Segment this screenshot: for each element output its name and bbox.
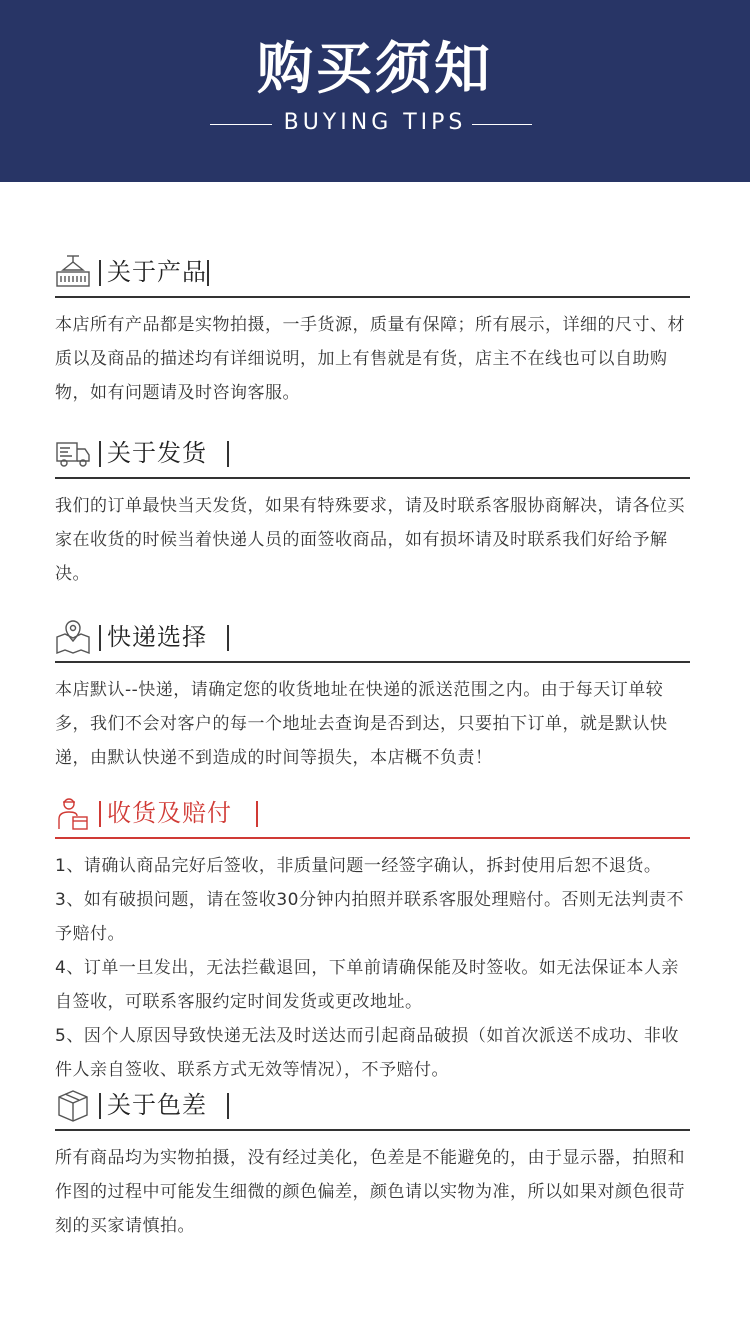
section-body bbox=[55, 308, 690, 410]
title-bar-right bbox=[207, 260, 209, 286]
paragraph: 所有商品均为实物拍摄，没有经过美化，色差是不能避免的，由于显示器，拍照和作图的过程中可能发生细微的颜色偏差，颜色请以实物为准，所以如果对颜色很苛刻的买家请慎拍。 bbox=[55, 1148, 685, 1236]
section-divider bbox=[55, 661, 690, 663]
header-banner bbox=[0, 0, 750, 182]
section-title: 收货及赔付 bbox=[107, 799, 232, 827]
section-body bbox=[55, 673, 690, 775]
paragraph: 本店所有产品都是实物拍摄，一手货源，质量有保障；所有展示，详细的尺寸、材质以及商品的描述均有详细说明，加上有售就是有货，店主不在线也可以自助购物，如有问题请及时咨询客服。 bbox=[55, 315, 685, 403]
title-bar-right bbox=[227, 625, 229, 651]
section-body bbox=[55, 849, 690, 1087]
title-bar-right bbox=[227, 1093, 229, 1119]
section-divider bbox=[55, 296, 690, 298]
page-title: 购买须知 bbox=[257, 37, 493, 102]
section-header bbox=[55, 1085, 690, 1127]
section-courier-choice bbox=[55, 617, 690, 768]
section-about-product bbox=[55, 252, 690, 403]
section-header bbox=[55, 617, 690, 659]
subtitle-right-line bbox=[472, 124, 532, 125]
section-about-shipping bbox=[55, 433, 690, 584]
title-bar-left bbox=[99, 260, 101, 286]
title-bar-left bbox=[99, 1093, 101, 1119]
section-title: 关于产品 bbox=[107, 258, 207, 286]
crane-cargo-icon bbox=[55, 254, 91, 290]
section-header bbox=[55, 252, 690, 294]
section-divider bbox=[55, 837, 690, 839]
title-bar-left bbox=[99, 441, 101, 467]
section-color-difference bbox=[55, 1085, 690, 1236]
section-body bbox=[55, 489, 690, 591]
section-header bbox=[55, 793, 690, 835]
section-divider bbox=[55, 1129, 690, 1131]
title-bar-left bbox=[99, 801, 101, 827]
map-location-icon bbox=[55, 619, 91, 655]
paragraph: 我们的订单最快当天发货，如果有特殊要求，请及时联系客服协商解决，请各位买家在收货的时候当着快递人员的面签收商品，如有损坏请及时联系我们好给予解决。 bbox=[55, 496, 685, 584]
section-header bbox=[55, 433, 690, 475]
list-item: 5、因个人原因导致快递无法及时送达而引起商品破损（如首次派送不成功、非收件人亲自签收、联系方式无效等情况），不予赔付。 bbox=[55, 1026, 679, 1080]
list-item: 4、订单一旦发出，无法拦截退回，下单前请确保能及时签收。如无法保证本人亲自签收，可联系客服约定时间发货或更改地址。 bbox=[55, 958, 679, 1012]
section-divider bbox=[55, 477, 690, 479]
section-title: 快递选择 bbox=[107, 623, 207, 651]
delivery-truck-icon bbox=[55, 435, 91, 471]
courier-person-icon bbox=[55, 795, 91, 831]
section-receipt-compensation bbox=[55, 793, 690, 1080]
paragraph: 本店默认--快递，请确定您的收货地址在快递的派送范围之内。由于每天订单较多，我们不会对客户的每一个地址去查询是否到达，只要拍下订单，就是默认快递，由默认快递不到造成的时间等损失，本店概不负责！ bbox=[55, 680, 668, 768]
section-title: 关于发货 bbox=[107, 439, 207, 467]
list-item: 3、如有破损问题，请在签收30分钟内拍照并联系客服处理赔付。否则无法判责不予赔付。 bbox=[55, 890, 684, 944]
title-bar-left bbox=[99, 625, 101, 651]
package-box-icon bbox=[55, 1087, 91, 1123]
section-title: 关于色差 bbox=[107, 1091, 207, 1119]
section-body bbox=[55, 1141, 690, 1243]
title-bar-right bbox=[256, 801, 258, 827]
title-bar-right bbox=[227, 441, 229, 467]
list-item: 1、请确认商品完好后签收，非质量问题一经签字确认，拆封使用后恕不退货。 bbox=[55, 856, 662, 876]
page-subtitle: BUYING TIPS bbox=[283, 110, 467, 135]
